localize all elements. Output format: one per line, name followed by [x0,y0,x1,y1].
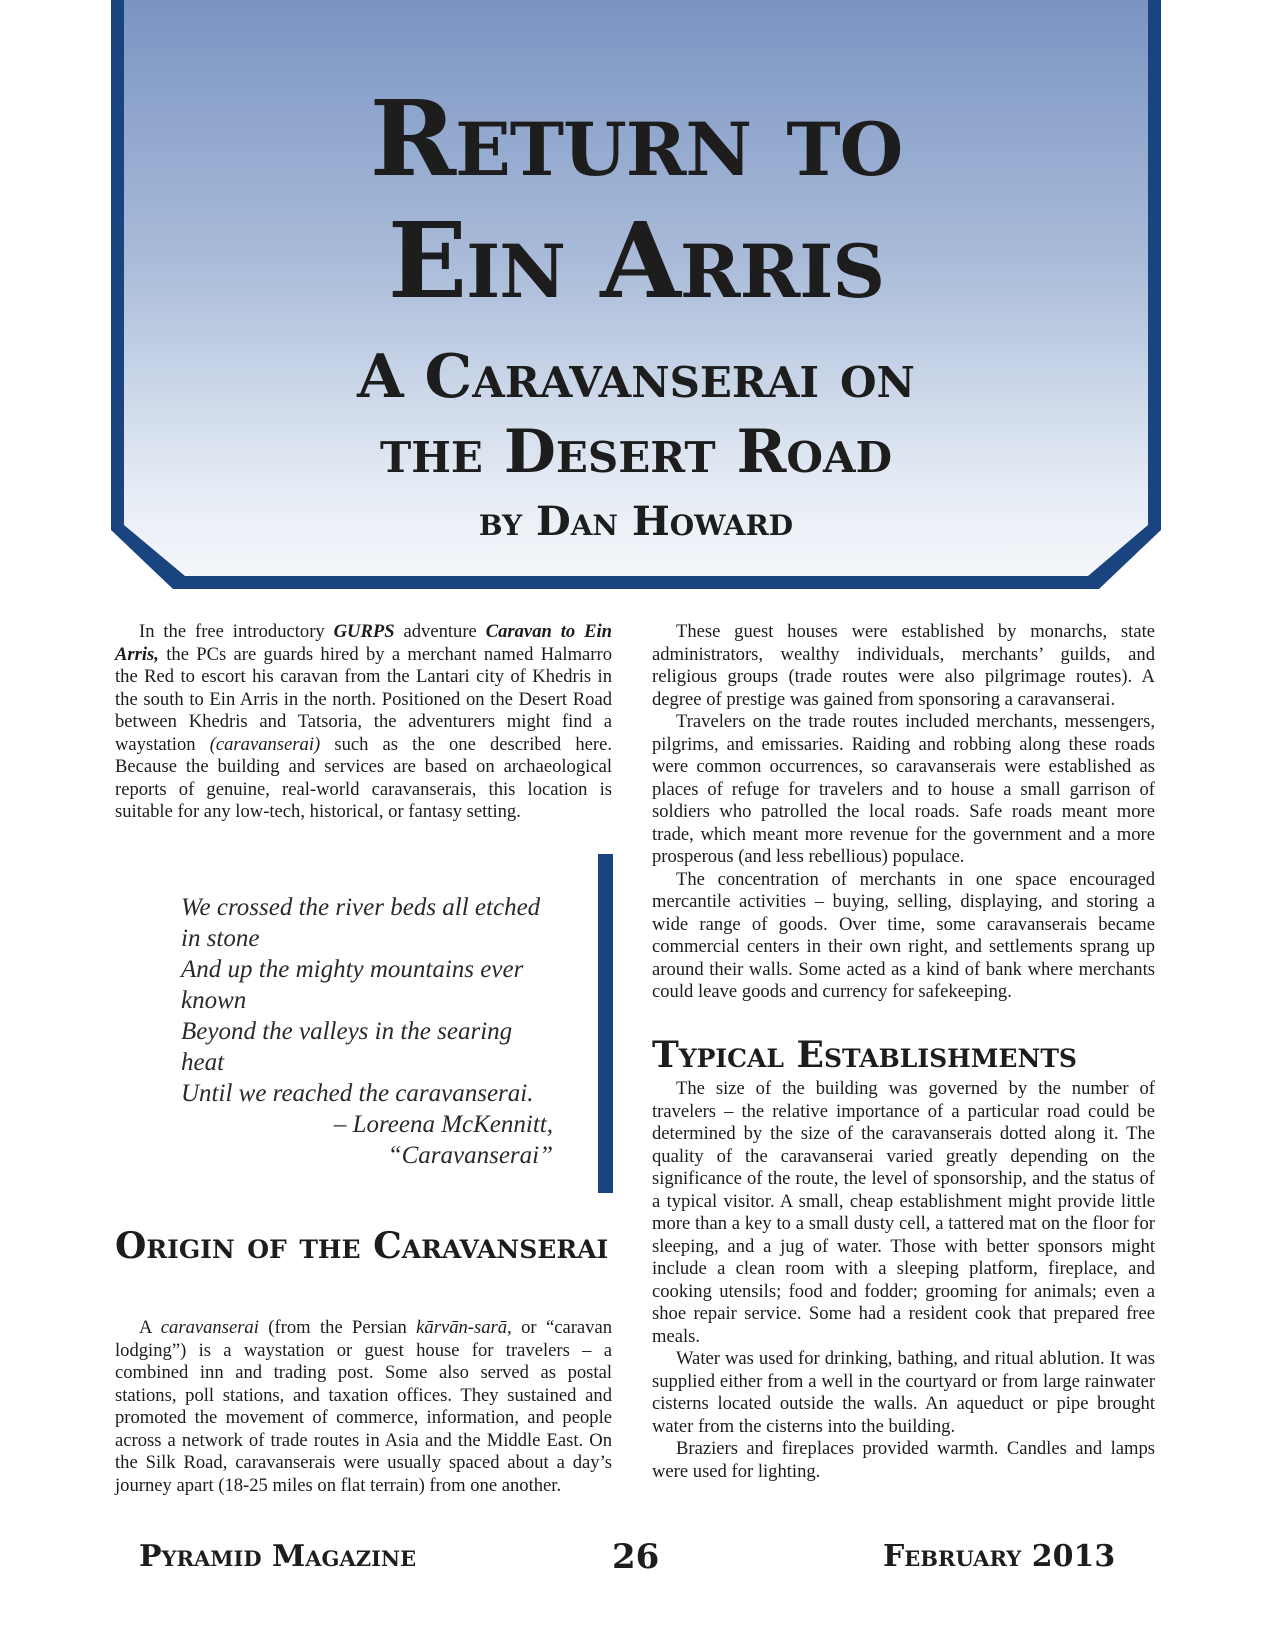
page-number: 26 [612,1537,660,1577]
intro-paragraph: In the free introductory GURPS adventure Caravan to Ein Arris, the PCs are guards hired by a merchant named Halmarro the Red to escort his caravan from the Lantari city of Khedris in the south to Ein Arris in the north. Positioned on the Desert Road between Khedris and Tatsoria, the adventurers might find a waystation (caravanserai) such as the one described here. Because the building and services are based on archaeological reports of genuine, real-world caravanserais, this location is suitable for any low-tech, historical, or fantasy setting. [115,621,612,822]
origin-paragraph: A caravanserai (from the Persian kārvān-sarā, or “caravan lodging”) is a waystation or guest house for travelers – a combined inn and trading post. Some also served as postal stations, poll stations, and taxation offices. They sustained and promoted the movement of commerce, information, and people across a network of trade routes in Asia and the Middle East. On the Silk Road, caravanserais were usually spaced about a day’s journey apart (18-25 miles on flat terrain) from one another. [115,1317,612,1496]
article-title-line1: Return to [369,77,903,200]
article-title-line2: Ein Arris [387,199,885,322]
article-subtitle-line1: A Caravanserai on [357,342,915,412]
quote-line: Until we reached the caravanserai. [181,1080,534,1107]
gurps-term: GURPS [333,621,395,642]
quote-line: We crossed the river beds all etched in stone [181,894,541,952]
paragraph: Travelers on the trade routes included merchants, messengers, pilgrims, and emissaries. Raiding and robbing along these roads were common occurrences, so caravanserais were established as places of refuge for travelers and to house a small garrison of soldiers who patrolled the local roads. Safe roads meant more trade, which meant more revenue for the government and a more prosperous (and less rebellious) populace. [652,711,1155,867]
section-heading-origin: Origin of the Caravanserai [115,1225,609,1267]
quote-line: Beyond the valleys in the searing heat [181,1018,513,1076]
quote-accent-bar [598,854,613,1193]
quote-source: “Caravanserai” [387,1142,553,1169]
paragraph: Water was used for drinking, bathing, and ritual ablution. It was supplied either from a well in the courtyard or from large rainwater cisterns located outside the walls. An aqueduct or pipe brought water from the cisterns into the building. [652,1348,1155,1437]
quote-line: And up the mighty mountains ever known [181,956,524,1014]
footer-issue-date: February 2013 [883,1539,1116,1574]
adventure-title: Caravan to Ein Arris, [115,621,612,665]
paragraph: The concentration of merchants in one space encouraged mercantile activities – buying, selling, displaying, and storing a wide range of goods. Over time, some caravanserais became commercial centers in their own right, and settlements sprang up around their walls. Some acted as a kind of bank where merchants could leave goods and currency for safekeeping. [652,868,1155,1002]
paragraph: These guest houses were established by monarchs, state administrators, wealthy individuals, merchants’ guilds, and religious groups (trade routes were also pilgrimage routes). A degree of prestige was gained from sponsoring a caravanserai. [652,621,1155,710]
article-subtitle-line2: the Desert Road [380,417,892,487]
paragraph: The size of the building was governed by the number of travelers – the relative importance of a particular road could be determined by the size of the caravanserais dotted along it. The quality of the caravanserai varied greatly depending on the significance of the route, the level of sponsorship, and the status of a typical visitor. A small, cheap establishment might provide little more than a key to a small dusty cell, a tattered mat on the floor for sleeping, and a jug of water. Those with better sponsors might include a clean room with a sleeping platform, fireplace, and cooking utensils; food and fodder; grooming for animals; even a shoe repair service. Some had a resident cook that prepared free meals. [652,1078,1155,1347]
paragraph: Braziers and fireplaces provided warmth. Candles and lamps were used for lighting. [652,1438,1155,1482]
right-column-intro [652,621,1155,1004]
epigraph-quote [143,892,553,1171]
typical-establishments-text [652,1078,1155,1483]
quote-attribution: – Loreena McKennitt, [333,1111,553,1138]
footer-magazine-name: Pyramid Magazine [139,1539,417,1574]
section-heading-typical: Typical Establishments [652,1034,1077,1076]
byline: by Dan Howard [478,498,794,545]
